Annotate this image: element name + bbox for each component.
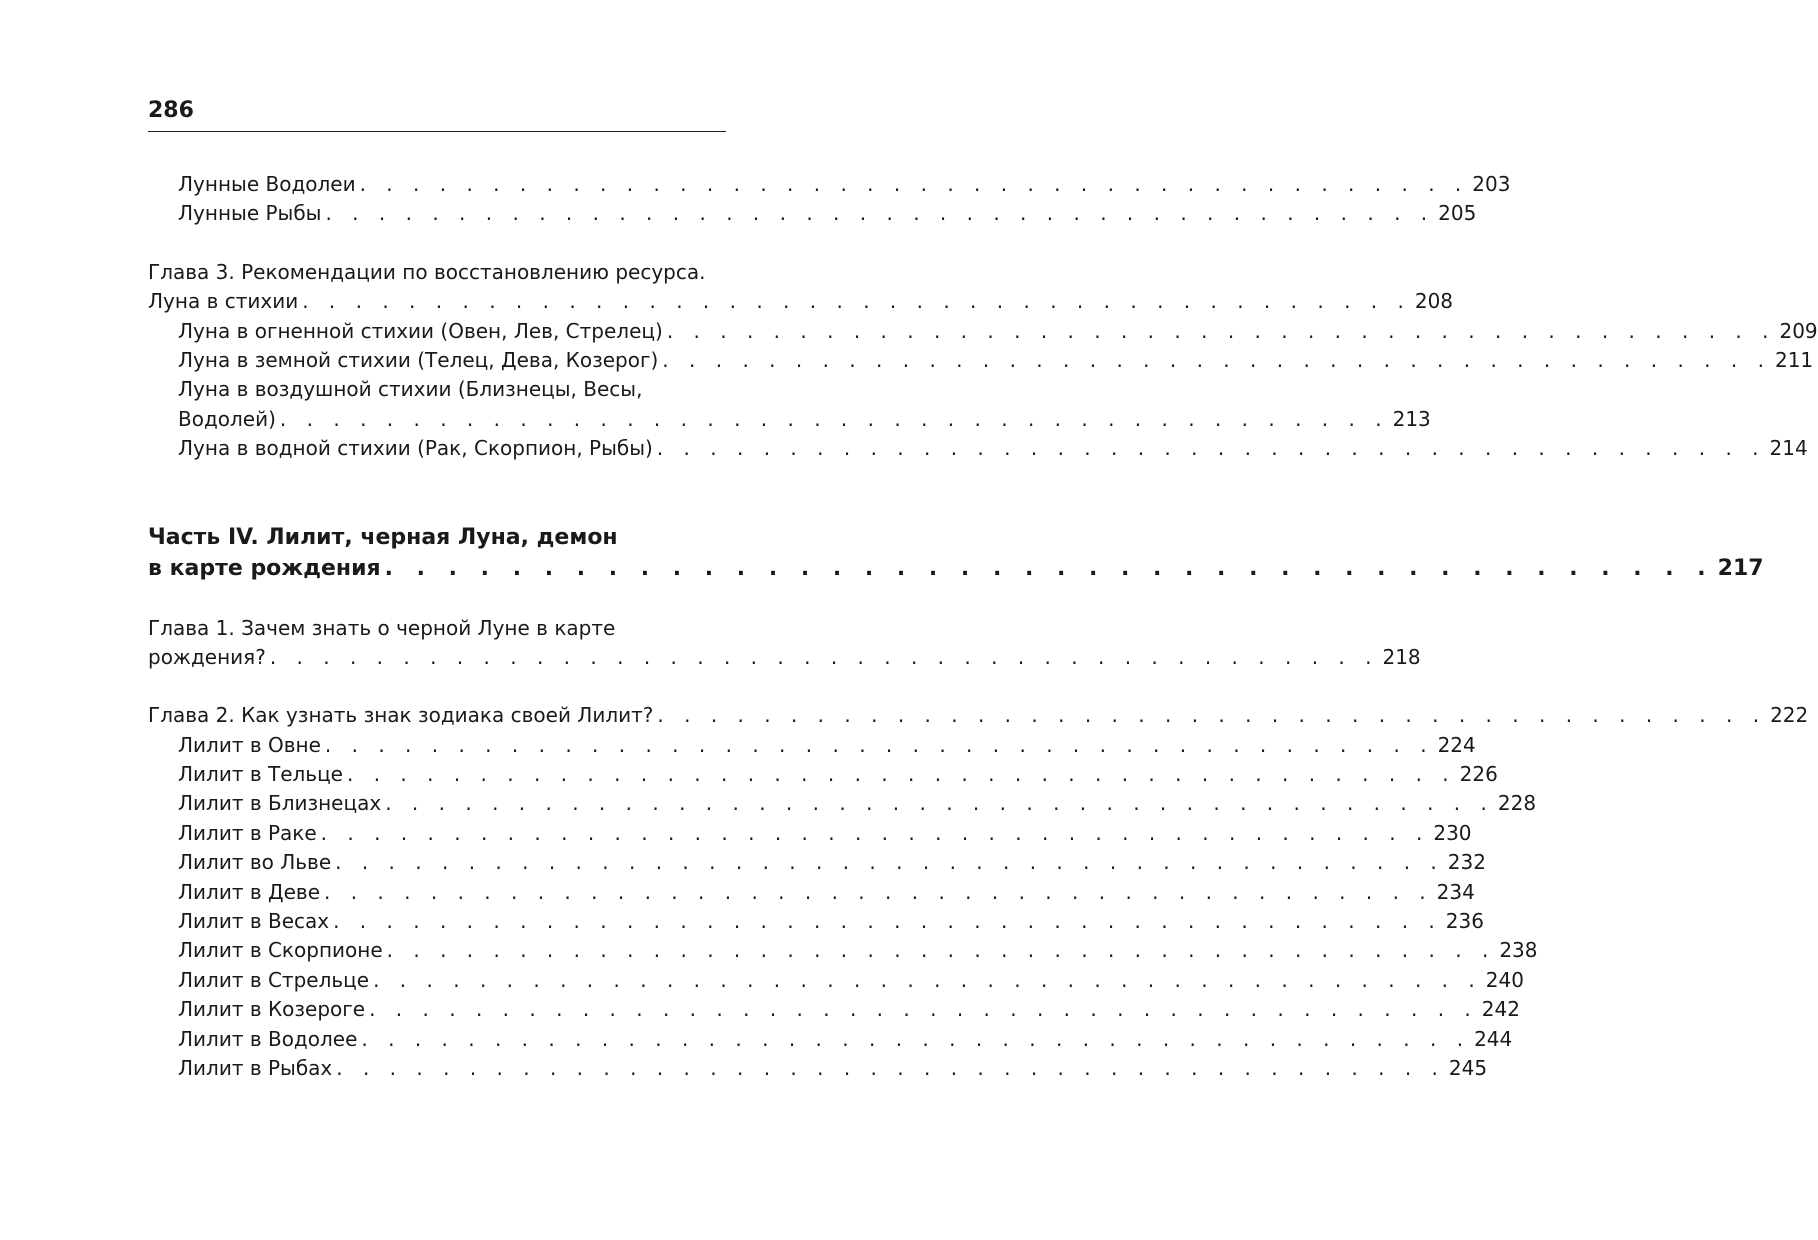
dot-leader: . . . . . . . . . . . . . . . . . . . . . . . . . . . . . . . . . . . . . . . . . . [666,318,1776,343]
header-rule [148,131,726,132]
toc-entry [148,789,1537,818]
toc-entry-page: 205 [1438,201,1477,226]
toc-entry-page: 238 [1499,938,1538,963]
toc-entry-page: 209 [1779,318,1818,343]
toc-entry [148,1054,1488,1083]
dot-leader: . . . . . . . . . . . . . . . . . . . . . . . . . . . . . . . . . . . . . . . . . . [385,791,1494,816]
toc-entry-title: Лилит в Овне [178,732,321,757]
chapter-3-entry [148,287,1454,316]
toc-entry-title: Лилит в Водолее [178,1026,358,1051]
dot-leader: . . . . . . . . . . . . . . . . . . . . . . . . . . . . . . . . . . . . . . . . . . [269,644,1379,669]
dot-leader: . . . . . . . . . . . . . . . . . . . . . . . . . . . . . . . . . . . . . . . . . . [369,997,1478,1022]
toc-entry-title: Лилит в Рыбах [178,1055,333,1080]
toc-entry-page: 203 [1472,172,1511,196]
dot-leader: . . . . . . . . . . . . . . . . . . . . . . . . . . . . . . . . . . . . . . . . . . [373,967,1482,992]
dot-leader: . . . . . . . . . . . . . . . . . . . . . . . . . . . . . . . . . . . . . . . . . . [336,1055,1445,1080]
page-number: 286 [148,98,194,123]
dot-leader: . . . . . . . . . . . . . . . . . . . . . . . . . . . . . . . . . . . . . . . . . . [657,703,1767,728]
toc-entry-page: 211 [1774,347,1814,372]
toc-entry-title-line-1: Луна в воздушной стихии (Близнецы, Весы, [178,377,643,402]
toc-entry [148,405,1431,434]
dot-leader: . . . . . . . . . . . . . . . . . . . . . . . . . . . . . . . . . . . . . . . . . . [335,850,1444,875]
toc-entry [148,878,1475,907]
toc-entry-page: 224 [1437,732,1476,757]
dot-leader: . . . . . . . . . . . . . . . . . . . . . . . . . . . . . . . . . . . . . . . . . . [384,555,1714,581]
toc-entry [148,317,1818,346]
dot-leader: . . . . . . . . . . . . . . . . . . . . . . . . . . . . . . . . . . . . . . . . . . [320,820,1430,845]
toc-entry-title: Луна в водной стихии (Рак, Скорпион, Рыбы) [178,436,653,461]
toc-entry [148,819,1472,848]
toc-entry [148,170,1511,199]
toc-entry-title: Лилит в Весах [178,909,330,934]
toc-entry [148,848,1486,877]
dot-leader: . . . . . . . . . . . . . . . . . . . . . . . . . . . . . . . . . . . . . . . . . . [359,172,1469,196]
dot-leader: . . . . . . . . . . . . . . . . . . . . . . . . . . . . . . . . . . . . . . . . . . [386,938,1496,963]
toc-entry-title: Лунные Рыбы [178,201,322,226]
dot-leader: . . . . . . . . . . . . . . . . . . . . . . . . . . . . . . . . . . . . . . . . . . [656,436,1766,461]
toc-entry-title-line-2: Водолей) [178,406,276,431]
part-4-title-line-2: в карте рождения [148,555,381,581]
toc-entry-page: 230 [1433,820,1472,845]
chapter-3-title-line-2: Луна в стихии [148,289,299,314]
chapter-1-page: 218 [1382,644,1421,669]
toc-entry-page: 245 [1448,1055,1488,1080]
dot-leader: . . . . . . . . . . . . . . . . . . . . . . . . . . . . . . . . . . . . . . . . . . [324,732,1434,757]
toc-entry [148,760,1498,789]
toc-entry [148,731,1476,760]
toc-entry-title: Лилит в Скорпионе [178,938,383,963]
toc-entry-title: Лилит в Деве [178,879,320,904]
dot-leader: . . . . . . . . . . . . . . . . . . . . . . . . . . . . . . . . . . . . . . . . . . [346,762,1456,787]
toc-entry-page: 244 [1474,1026,1513,1051]
toc-entry-page: 242 [1481,997,1520,1022]
chapter-1-title-line-1: Глава 1. Зачем знать о черной Луне в карте [148,615,616,640]
dot-leader: . . . . . . . . . . . . . . . . . . . . . . . . . . . . . . . . . . . . . . . . . . [279,406,1389,431]
toc-entry-title: Лилит в Раке [178,820,317,845]
toc-entry-title: Луна в земной стихии (Телец, Дева, Козерог) [178,347,659,372]
part-4-entry [148,553,1764,584]
toc-entry [148,199,1477,228]
chapter-3-title-line-1: Глава 3. Рекомендации по восстановлению ресурса. [148,259,706,284]
toc-entry-page: 226 [1459,762,1498,787]
toc-entry-title: Лилит в Стрельце [178,967,370,992]
toc-entry [148,995,1520,1024]
toc-entry-page: 213 [1392,406,1431,431]
table-of-contents [148,170,1818,1083]
toc-entry [148,1025,1513,1054]
chapter-2-entry [148,701,1809,730]
toc-entry-page: 214 [1769,436,1808,461]
part-4-page: 217 [1717,555,1764,581]
dot-leader: . . . . . . . . . . . . . . . . . . . . . . . . . . . . . . . . . . . . . . . . . . [361,1026,1471,1051]
toc-entry-title: Лилит в Близнецах [178,791,382,816]
toc-entry-title: Лилит в Тельце [178,762,343,787]
toc-entry-page: 232 [1447,850,1486,875]
dot-leader: . . . . . . . . . . . . . . . . . . . . . . . . . . . . . . . . . . . . . . . . . . [324,879,1433,904]
chapter-3-page: 208 [1414,289,1454,314]
chapter-2-entry-list [148,731,1538,1084]
toc-entry [148,907,1484,936]
dot-leader: . . . . . . . . . . . . . . . . . . . . . . . . . . . . . . . . . . . . . . . . . . [662,347,1771,372]
chapter-1-entry [148,643,1421,672]
dot-leader: . . . . . . . . . . . . . . . . . . . . . . . . . . . . . . . . . . . . . . . . . . [325,201,1435,226]
dot-leader: . . . . . . . . . . . . . . . . . . . . . . . . . . . . . . . . . . . . . . . . . . [302,289,1411,314]
chapter-1-title-line-2: рождения? [148,644,266,669]
toc-entry [148,966,1524,995]
toc-entry-title: Луна в огненной стихии (Овен, Лев, Стрелец) [178,318,663,343]
toc-entry-page: 234 [1436,879,1475,904]
toc-entry-page: 228 [1497,791,1537,816]
toc-entry-title: Лунные Водолеи [178,172,356,196]
toc-entry-page: 236 [1445,909,1484,934]
toc-entry-title: Лилит в Козероге [178,997,366,1022]
part-4-title-line-1: Часть IV. Лилит, черная Луна, демон [148,524,618,550]
toc-entry-page: 240 [1485,967,1524,992]
toc-entry [148,434,1808,463]
toc-entry [148,936,1538,965]
dot-leader: . . . . . . . . . . . . . . . . . . . . . . . . . . . . . . . . . . . . . . . . . . [333,909,1442,934]
chapter-2-page: 222 [1770,703,1809,728]
toc-entry-title: Лилит во Льве [178,850,332,875]
chapter-2-title: Глава 2. Как узнать знак зодиака своей Лилит? [148,703,654,728]
toc-entry [148,346,1814,375]
